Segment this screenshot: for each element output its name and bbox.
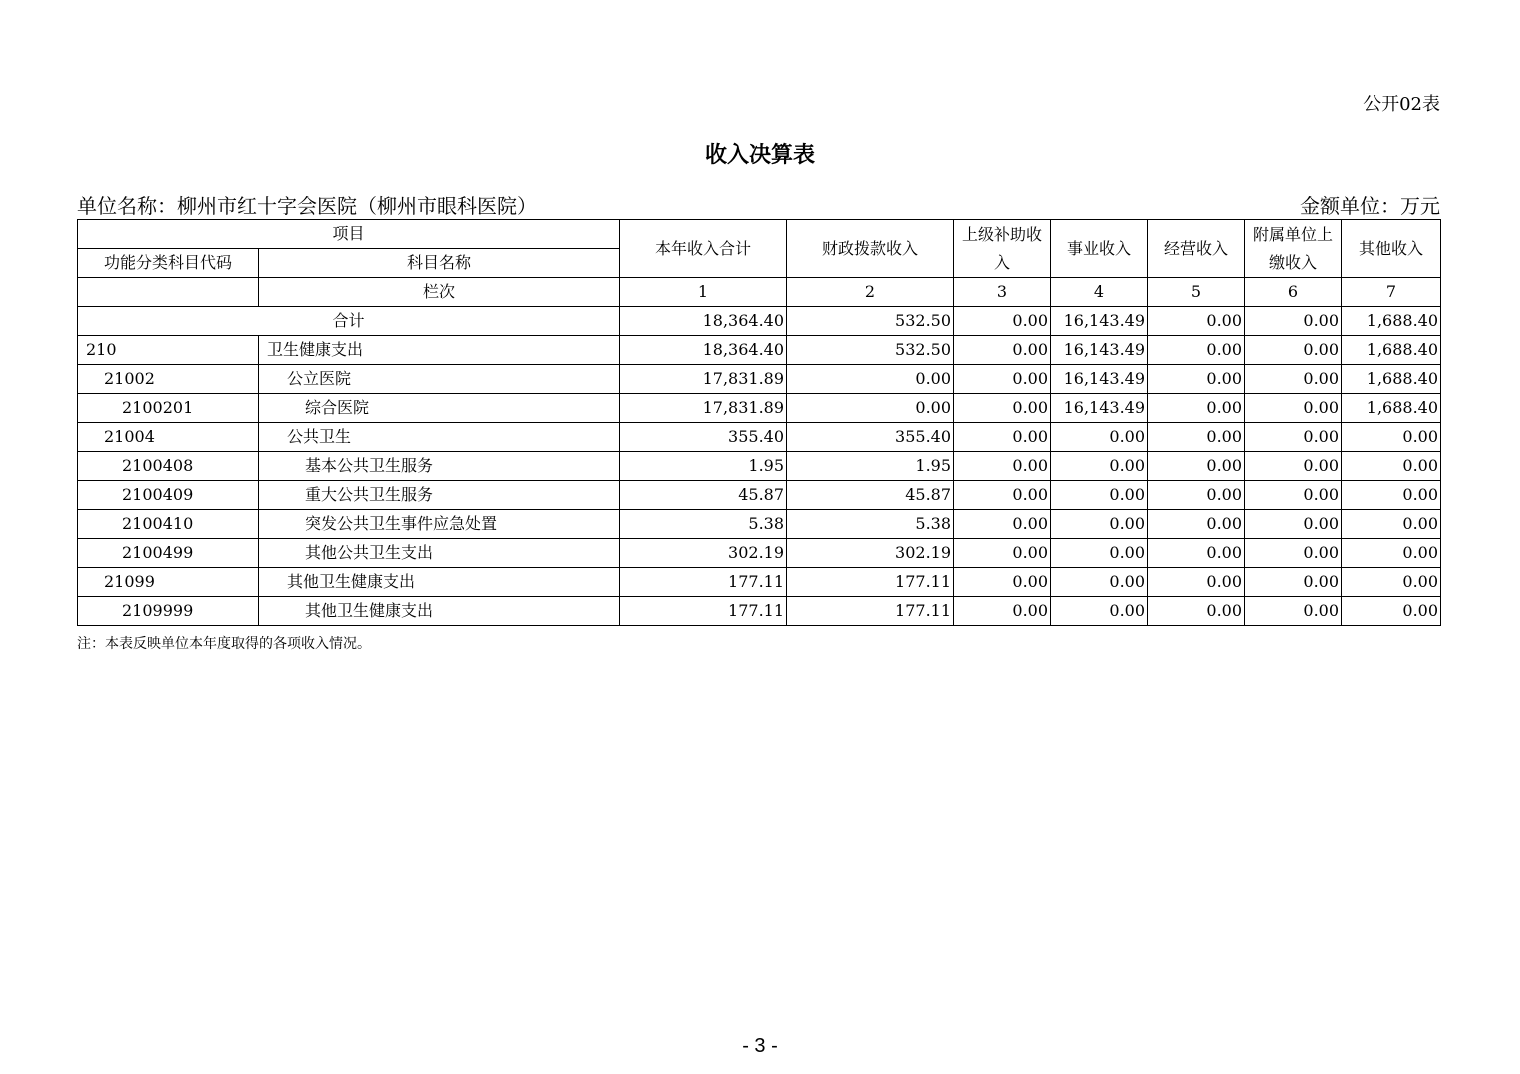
amount-cell: 0.00	[954, 394, 1051, 423]
subject-code: 2100408	[78, 452, 259, 481]
amount-cell: 16,143.49	[1051, 336, 1148, 365]
table-row	[78, 539, 1441, 568]
amount-cell: 0.00	[954, 568, 1051, 597]
amount-cell: 0.00	[1148, 394, 1245, 423]
amount-cell: 0.00	[954, 510, 1051, 539]
subject-code: 2100201	[78, 394, 259, 423]
amount-cell: 532.50	[787, 336, 954, 365]
total-cell: 0.00	[954, 307, 1051, 336]
column-index: 4	[1051, 278, 1148, 307]
header-col-other: 其他收入	[1342, 220, 1441, 278]
column-index: 6	[1245, 278, 1342, 307]
amount-cell: 45.87	[620, 481, 787, 510]
header-name: 科目名称	[259, 249, 620, 278]
amount-cell: 0.00	[1051, 539, 1148, 568]
subject-code: 2109999	[78, 597, 259, 626]
amount-cell: 16,143.49	[1051, 394, 1148, 423]
amount-cell: 0.00	[1051, 510, 1148, 539]
amount-cell: 0.00	[1148, 568, 1245, 597]
amount-cell: 0.00	[1245, 452, 1342, 481]
total-cell: 532.50	[787, 307, 954, 336]
amount-cell: 0.00	[1342, 597, 1441, 626]
income-table	[77, 219, 1441, 626]
amount-cell: 177.11	[620, 568, 787, 597]
amount-cell: 0.00	[1051, 568, 1148, 597]
subject-code: 210	[78, 336, 259, 365]
table-row	[78, 423, 1441, 452]
amount-cell: 0.00	[1342, 510, 1441, 539]
header-col-affiliated: 附属单位上缴收入	[1245, 220, 1342, 278]
amount-cell: 0.00	[954, 597, 1051, 626]
amount-cell: 0.00	[1245, 365, 1342, 394]
amount-cell: 0.00	[1148, 510, 1245, 539]
column-index: 5	[1148, 278, 1245, 307]
amount-cell: 0.00	[1342, 452, 1441, 481]
header-col-business: 事业收入	[1051, 220, 1148, 278]
subject-name: 其他卫生健康支出	[259, 568, 620, 597]
subject-code: 21099	[78, 568, 259, 597]
amount-cell: 0.00	[1245, 423, 1342, 452]
amount-cell: 1.95	[787, 452, 954, 481]
amount-cell: 0.00	[1245, 394, 1342, 423]
subject-name: 卫生健康支出	[259, 336, 620, 365]
table-note: 注：本表反映单位本年度取得的各项收入情况。	[77, 636, 371, 652]
amount-cell: 0.00	[1245, 336, 1342, 365]
subject-name: 公共卫生	[259, 423, 620, 452]
amount-cell: 1,688.40	[1342, 365, 1441, 394]
subject-code: 21004	[78, 423, 259, 452]
amount-cell: 0.00	[1245, 510, 1342, 539]
amount-cell: 177.11	[787, 597, 954, 626]
page-number: - 3 -	[742, 1035, 778, 1057]
total-row	[78, 307, 1441, 336]
amount-cell: 5.38	[620, 510, 787, 539]
amount-cell: 1,688.40	[1342, 394, 1441, 423]
amount-cell: 0.00	[954, 452, 1051, 481]
amount-cell: 0.00	[954, 539, 1051, 568]
amount-cell: 0.00	[1051, 423, 1148, 452]
amount-cell: 17,831.89	[620, 365, 787, 394]
amount-cell: 0.00	[1245, 568, 1342, 597]
amount-cell: 0.00	[1148, 539, 1245, 568]
subject-code: 21002	[78, 365, 259, 394]
total-cell: 0.00	[1148, 307, 1245, 336]
amount-cell: 0.00	[1245, 539, 1342, 568]
unit-name: 单位名称：柳州市红十字会医院（柳州市眼科医院）	[77, 194, 537, 218]
total-cell: 0.00	[1245, 307, 1342, 336]
subject-code: 2100499	[78, 539, 259, 568]
amount-cell: 0.00	[1148, 365, 1245, 394]
header-col-fiscal: 财政拨款收入	[787, 220, 954, 278]
amount-cell: 18,364.40	[620, 336, 787, 365]
amount-cell: 355.40	[620, 423, 787, 452]
amount-cell: 0.00	[1342, 539, 1441, 568]
table-row	[78, 510, 1441, 539]
amount-cell: 0.00	[954, 481, 1051, 510]
header-code: 功能分类科目代码	[78, 249, 259, 278]
amount-cell: 0.00	[1051, 452, 1148, 481]
amount-cell: 0.00	[1342, 568, 1441, 597]
subject-name: 公立医院	[259, 365, 620, 394]
amount-cell: 177.11	[787, 568, 954, 597]
amount-cell: 0.00	[787, 394, 954, 423]
header-col-total: 本年收入合计	[620, 220, 787, 278]
subject-code: 2100410	[78, 510, 259, 539]
header-project: 项目	[78, 220, 620, 249]
table-row	[78, 452, 1441, 481]
amount-cell: 0.00	[1051, 597, 1148, 626]
amount-cell: 302.19	[787, 539, 954, 568]
header-col-operating: 经营收入	[1148, 220, 1245, 278]
amount-cell: 0.00	[1051, 481, 1148, 510]
column-index-blank	[78, 278, 259, 307]
amount-cell: 0.00	[954, 423, 1051, 452]
column-index: 3	[954, 278, 1051, 307]
column-index: 7	[1342, 278, 1441, 307]
amount-cell: 0.00	[1245, 597, 1342, 626]
subject-name: 基本公共卫生服务	[259, 452, 620, 481]
amount-cell: 1,688.40	[1342, 336, 1441, 365]
amount-cell: 0.00	[954, 336, 1051, 365]
amount-cell: 0.00	[1148, 452, 1245, 481]
table-row	[78, 481, 1441, 510]
subject-name: 突发公共卫生事件应急处置	[259, 510, 620, 539]
total-cell: 18,364.40	[620, 307, 787, 336]
column-index: 1	[620, 278, 787, 307]
subject-name: 其他公共卫生支出	[259, 539, 620, 568]
amount-cell: 0.00	[787, 365, 954, 394]
header-row-1	[78, 220, 1441, 249]
table-row	[78, 568, 1441, 597]
table-row	[78, 597, 1441, 626]
total-cell: 1,688.40	[1342, 307, 1441, 336]
amount-cell: 0.00	[1148, 336, 1245, 365]
amount-cell: 16,143.49	[1051, 365, 1148, 394]
table-row	[78, 394, 1441, 423]
amount-cell: 45.87	[787, 481, 954, 510]
subject-name: 综合医院	[259, 394, 620, 423]
amount-cell: 0.00	[1342, 423, 1441, 452]
amount-cell: 0.00	[954, 365, 1051, 394]
column-index: 2	[787, 278, 954, 307]
page-title: 收入决算表	[704, 142, 815, 168]
subject-name: 其他卫生健康支出	[259, 597, 620, 626]
amount-unit: 金额单位：万元	[1300, 194, 1440, 218]
amount-cell: 302.19	[620, 539, 787, 568]
total-label: 合计	[78, 307, 620, 336]
amount-cell: 177.11	[620, 597, 787, 626]
amount-cell: 5.38	[787, 510, 954, 539]
form-number: 公开02表	[1363, 94, 1440, 115]
table-row	[78, 365, 1441, 394]
amount-cell: 17,831.89	[620, 394, 787, 423]
amount-cell: 355.40	[787, 423, 954, 452]
amount-cell: 0.00	[1342, 481, 1441, 510]
amount-cell: 1.95	[620, 452, 787, 481]
subject-name: 重大公共卫生服务	[259, 481, 620, 510]
column-index-row	[78, 278, 1441, 307]
column-index-label: 栏次	[259, 278, 620, 307]
subject-code: 2100409	[78, 481, 259, 510]
table-row	[78, 336, 1441, 365]
amount-cell: 0.00	[1148, 423, 1245, 452]
total-cell: 16,143.49	[1051, 307, 1148, 336]
amount-cell: 0.00	[1148, 597, 1245, 626]
amount-cell: 0.00	[1148, 481, 1245, 510]
header-col-superior: 上级补助收入	[954, 220, 1051, 278]
amount-cell: 0.00	[1245, 481, 1342, 510]
